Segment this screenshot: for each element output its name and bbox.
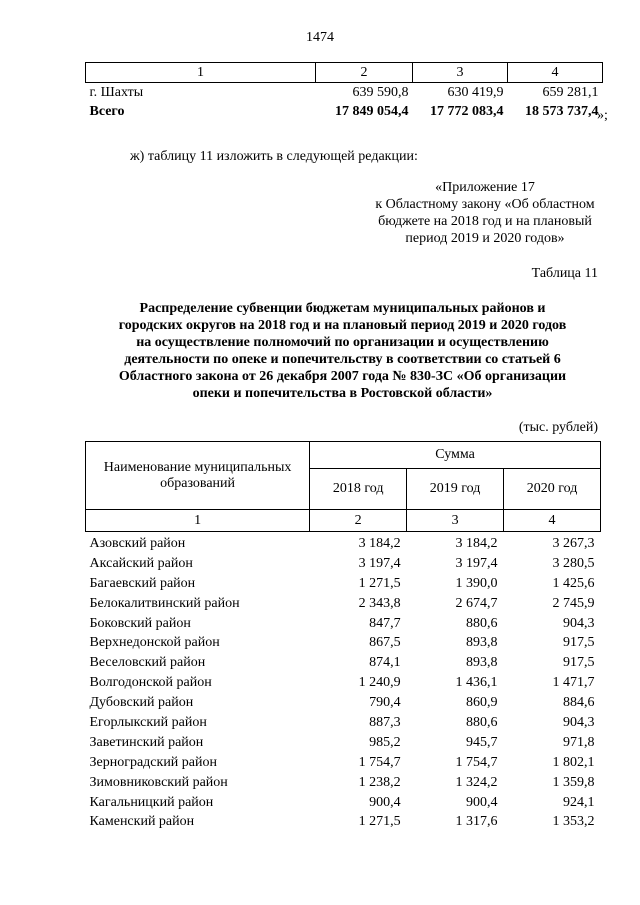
value-2019: 880,6 [466, 714, 498, 730]
table-row [86, 532, 601, 554]
district-name: Зимовниковский район [89, 774, 228, 790]
appendix-line: период 2019 и 2020 годов» [405, 231, 565, 246]
column-number-1: 1 [86, 510, 310, 532]
column-header-name: Наименование муниципальных образований [86, 442, 310, 510]
value-2018: 900,4 [369, 794, 401, 810]
value-2019: 900,4 [466, 794, 498, 810]
total-2018: 17 849 054,4 [335, 104, 409, 119]
value-2020: 904,3 [563, 714, 595, 730]
column-header-2019: 2019 год [407, 469, 504, 510]
value-2019: 1 317,6 [455, 814, 498, 830]
column-number-4: 4 [508, 63, 603, 83]
value-2020: 659 281,1 [542, 85, 599, 100]
table-row [86, 574, 601, 594]
table-row [86, 554, 601, 574]
column-number-1: 1 [86, 63, 316, 83]
district-name: Азовский район [89, 535, 186, 551]
value-2020: 1 359,8 [552, 774, 595, 790]
value-2020: 1 471,7 [552, 675, 595, 691]
total-2019: 17 772 083,4 [430, 104, 504, 119]
value-2020: 917,5 [563, 635, 595, 651]
appendix-line: бюджете на 2018 год и на плановый [378, 214, 592, 229]
value-2020: 1 802,1 [552, 754, 595, 770]
title-line: городских округов на 2018 год и на плановый период 2019 и 2020 годов [118, 318, 567, 333]
value-2018: 1 271,5 [358, 575, 401, 591]
subvention-table [85, 441, 601, 832]
value-2018: 867,5 [369, 635, 401, 651]
table-row [86, 594, 601, 614]
value-2018: 847,7 [369, 615, 401, 631]
table-row [86, 733, 601, 753]
table-row [86, 633, 601, 653]
title-line: Областного закона от 26 декабря 2007 года № 830-ЗС «Об организации [118, 369, 567, 384]
value-2020: 884,6 [563, 695, 595, 711]
total-label: Всего [89, 104, 125, 119]
value-2019: 1 390,0 [455, 575, 498, 591]
value-2020: 1 425,6 [552, 575, 595, 591]
continuation-table-header [86, 63, 603, 83]
page-number: 1474 [306, 30, 334, 45]
value-2020: 1 353,2 [552, 814, 595, 830]
column-number-2: 2 [310, 510, 407, 532]
title-line: деятельности по опеке и попечительству в соответствии со статьей 6 [124, 352, 561, 367]
district-name: Заветинский район [89, 734, 204, 750]
value-2019: 893,8 [466, 655, 498, 671]
district-name: Каменский район [89, 814, 195, 830]
table-row [86, 83, 603, 103]
row-name: г. Шахты [89, 85, 144, 100]
value-2018: 639 590,8 [352, 85, 409, 100]
table-row [86, 753, 601, 773]
title-line: Распределение субвенции бюджетам муниципальных районов и [139, 301, 546, 316]
appendix-line: «Приложение 17 [435, 180, 535, 195]
district-name: Багаевский район [89, 575, 196, 591]
district-name: Зерноградский район [89, 754, 217, 770]
title-line: на осуществление полномочий по организации и осуществлению [136, 335, 549, 350]
title-line: опеки и попечительства в Ростовской области» [192, 386, 493, 401]
table-body [86, 532, 601, 833]
value-2018: 874,1 [369, 655, 401, 671]
value-2020: 3 267,3 [552, 535, 595, 551]
value-2018: 2 343,8 [358, 595, 401, 611]
district-name: Волгодонской район [89, 675, 212, 691]
table-number: Таблица 11 [531, 266, 598, 281]
value-2020: 904,3 [563, 615, 595, 631]
value-2018: 985,2 [369, 734, 401, 750]
value-2019: 860,9 [466, 695, 498, 711]
table-title [85, 300, 600, 402]
table-row [86, 693, 601, 713]
value-2020: 3 280,5 [552, 555, 595, 571]
district-name: Верхнедонской район [89, 635, 220, 651]
district-name: Боковский район [89, 615, 191, 631]
value-2020: 2 745,9 [552, 595, 595, 611]
table-row [86, 673, 601, 693]
value-2018: 1 238,2 [358, 774, 401, 790]
column-number-2: 2 [316, 63, 413, 83]
district-name: Аксайский район [89, 555, 193, 571]
value-2018: 3 197,4 [358, 555, 401, 571]
appendix-reference [370, 179, 600, 247]
value-2019: 2 674,7 [455, 595, 498, 611]
amendment-instruction: ж) таблицу 11 изложить в следующей редакции: [130, 149, 418, 164]
column-header-2020: 2020 год [504, 469, 601, 510]
value-2019: 1 436,1 [455, 675, 498, 691]
table-row [86, 793, 601, 813]
table-row [86, 812, 601, 832]
table-row [86, 713, 601, 733]
value-2019: 3 197,4 [455, 555, 498, 571]
column-number-3: 3 [413, 63, 508, 83]
district-name: Белокалитвинский район [89, 595, 240, 611]
column-header-2018: 2018 год [310, 469, 407, 510]
district-name: Кагальницкий район [89, 794, 214, 810]
value-2020: 971,8 [563, 734, 595, 750]
column-header-sum: Сумма [310, 442, 601, 469]
value-2019: 945,7 [466, 734, 498, 750]
value-2018: 3 184,2 [358, 535, 401, 551]
table-row [86, 653, 601, 673]
value-2019: 1 754,7 [455, 754, 498, 770]
value-2018: 887,3 [369, 714, 401, 730]
table-row [86, 773, 601, 793]
value-2019: 1 324,2 [455, 774, 498, 790]
total-row [86, 102, 603, 121]
unit-label: (тыс. рублей) [518, 420, 598, 435]
value-2019: 3 184,2 [455, 535, 498, 551]
value-2019: 880,6 [466, 615, 498, 631]
district-name: Егорлыкский район [89, 714, 207, 730]
appendix-line: к Областному закону «Об областном [375, 197, 595, 212]
column-number-4: 4 [504, 510, 601, 532]
value-2018: 1 754,7 [358, 754, 401, 770]
value-2020: 924,1 [563, 794, 595, 810]
value-2019: 630 419,9 [447, 85, 504, 100]
continuation-table [85, 62, 603, 121]
value-2018: 1 240,9 [358, 675, 401, 691]
value-2018: 790,4 [369, 695, 401, 711]
district-name: Дубовский район [89, 695, 194, 711]
value-2018: 1 271,5 [358, 814, 401, 830]
total-2020: 18 573 737,4 [525, 104, 599, 119]
value-2019: 893,8 [466, 635, 498, 651]
column-number-3: 3 [407, 510, 504, 532]
district-name: Веселовский район [89, 655, 206, 671]
closing-quote: »; [597, 108, 608, 123]
table-row [86, 614, 601, 634]
header-row [86, 442, 601, 469]
numbering-row [86, 510, 601, 532]
value-2020: 917,5 [563, 655, 595, 671]
